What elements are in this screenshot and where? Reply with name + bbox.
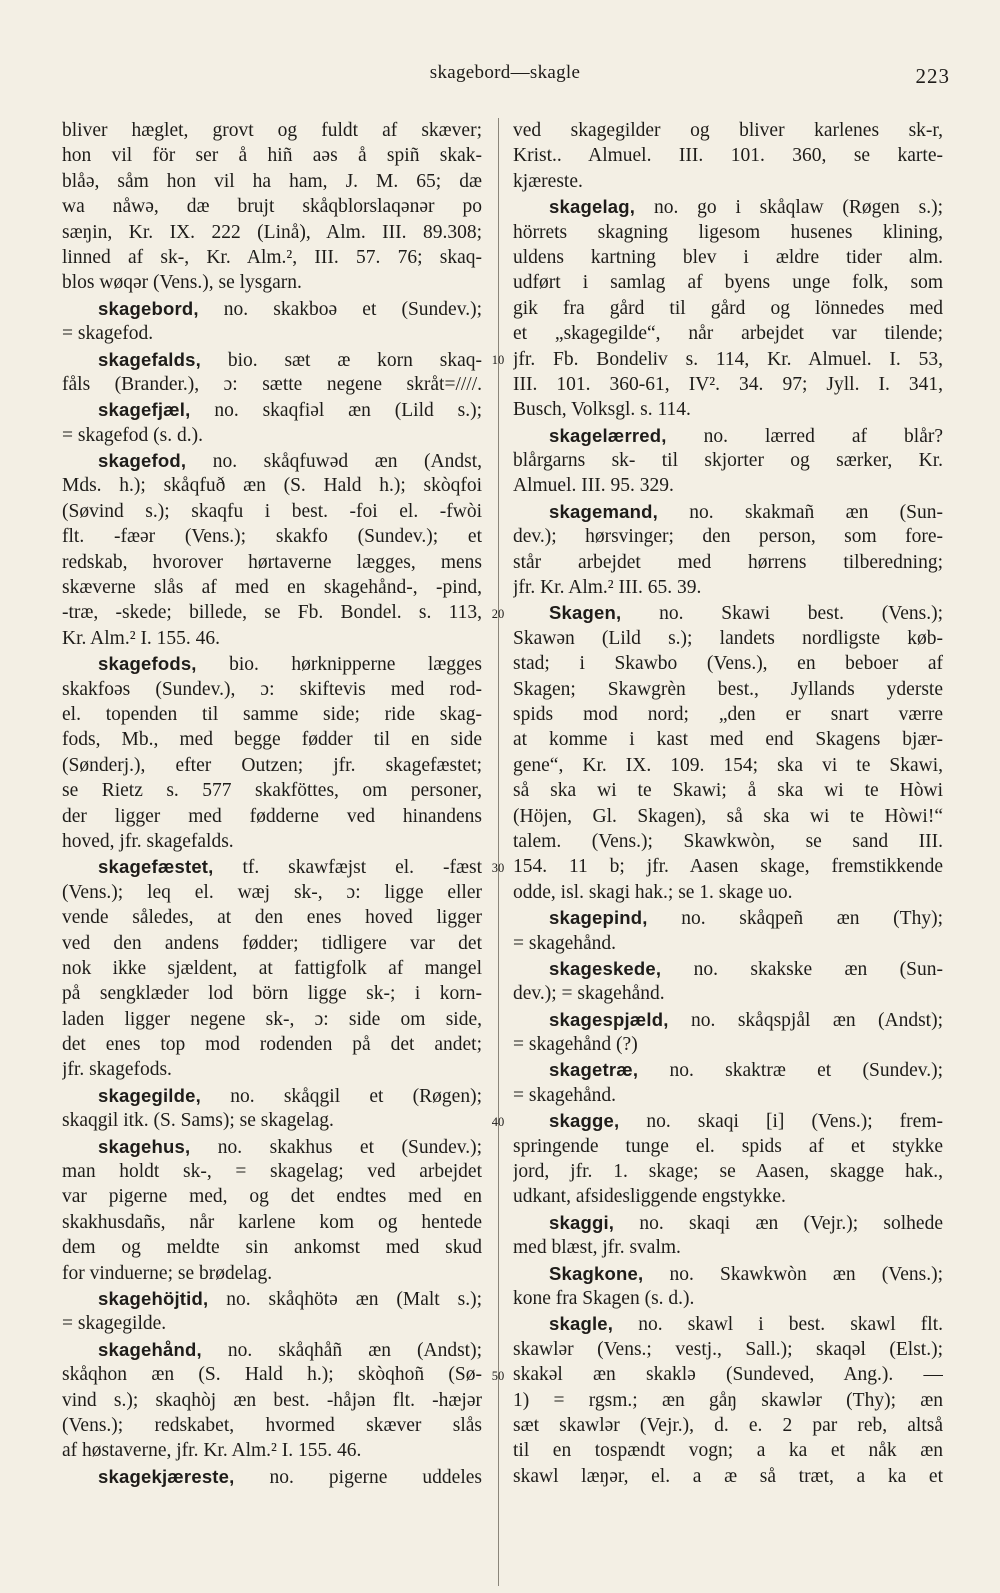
headword: skagespjæld, [549, 1008, 669, 1030]
text-line [62, 1464, 482, 1489]
text-line [513, 880, 943, 905]
text-line [513, 1388, 943, 1413]
right-column [513, 118, 943, 1489]
line-text: dev.); = skagehånd. [513, 983, 665, 1005]
text-line [513, 1337, 943, 1362]
text-line [62, 981, 482, 1006]
text-line [513, 448, 943, 473]
text-line [513, 1184, 943, 1209]
text-line [62, 651, 482, 676]
text-line [513, 1235, 943, 1260]
line-text: jfr. Kr. Alm.² III. 65. 39. [513, 577, 702, 599]
text-line [62, 753, 482, 778]
text-line [62, 575, 482, 600]
text-line [62, 727, 482, 752]
text-line [513, 347, 943, 372]
line-text: no. skawl i best. skawl flt. [613, 1314, 943, 1336]
line-text: står arbejdet med hørrens tilberedning; [513, 551, 943, 573]
line-text: (Vens.); redskabet, hvormed skæver slås [62, 1414, 482, 1436]
headword: Skagen, [549, 602, 622, 624]
text-line [513, 550, 943, 575]
text-line [62, 1210, 482, 1235]
headword: skagelag, [549, 196, 636, 218]
text-line [513, 296, 943, 321]
line-text: no. Skawkwòn æn (Vens.); [643, 1263, 943, 1285]
line-text: el. topenden til samme side; ride skag- [62, 703, 482, 725]
line-text: no. lærred af blår? [666, 425, 943, 447]
line-text: hörrets skagning ligesom husenes klining, [513, 221, 943, 243]
line-text: sæŋin, Kr. IX. 222 (Linå), Alm. III. 89.308; [62, 221, 482, 243]
line-text: et „skagegilde“, når arbejdet var tilende; [513, 323, 943, 345]
line-text: bio. hørknipperne lægges [196, 654, 482, 676]
line-text: III. 101. 360-61, IV². 34. 97; Jyll. I. 341, [513, 373, 943, 395]
line-text: no. skaqi [i] (Vens.); frem- [619, 1111, 943, 1133]
text-line [62, 880, 482, 905]
text-line [62, 702, 482, 727]
headword: skagefjæl, [98, 399, 191, 421]
text-line [62, 423, 482, 448]
text-line [513, 473, 943, 498]
text-line [513, 1108, 943, 1133]
headword: skagefæstet, [98, 856, 214, 878]
line-text: skaqgil itk. (S. Sams); se skagelag. [62, 1110, 334, 1132]
line-text: springende tunge el. spids af et stykke [513, 1135, 943, 1157]
line-text: se Rietz s. 577 skakföttes, om personer, [62, 780, 482, 802]
text-line [62, 270, 482, 295]
text-line [62, 1286, 482, 1311]
text-line [62, 1261, 482, 1286]
text-line [513, 956, 943, 981]
line-text: dem og meldte sin ankomst med skud [62, 1237, 482, 1259]
headword: skagefod, [98, 450, 187, 472]
line-text: linned af sk-, Kr. Alm.², III. 57. 76; skaq- [62, 246, 482, 268]
text-line [62, 1134, 482, 1159]
text-line [62, 1108, 482, 1133]
line-text: skakhusdañs, når karlene kom og hentede [62, 1211, 482, 1233]
line-text: = skagehånd (?) [513, 1034, 638, 1056]
text-line [513, 270, 943, 295]
line-text: spids mod nord; „den er snart værre [513, 703, 943, 725]
text-line [62, 347, 482, 372]
line-text: med blæst, jfr. svalm. [513, 1237, 681, 1259]
text-line [513, 727, 943, 752]
column-divider [498, 118, 499, 1586]
line-text: stad; i Skawbo (Vens.), en beboer af [513, 653, 943, 675]
line-text: gik fra gård til gård og lönnedes med [513, 297, 943, 319]
line-text: (Höjen, Gl. Skagen), så ska wi te Hòwi!“ [513, 805, 943, 827]
line-text: Busch, Volksgl. s. 114. [513, 399, 691, 421]
text-line [513, 600, 943, 625]
line-text: laden ligger negene sk-, ɔ: side om side, [62, 1008, 482, 1030]
line-text: wa nåwə, dæ brujt skåqblorslaqənər po [62, 196, 482, 218]
text-line [513, 423, 943, 448]
line-text: sæt skawlər (Vejr.), d. e. 2 par reb, altså [513, 1414, 943, 1436]
line-number: 20 [491, 606, 505, 621]
line-text: = skagehånd. [513, 1084, 617, 1106]
line-text: no. skaktræ et (Sundev.); [638, 1060, 943, 1082]
text-line [62, 1438, 482, 1463]
line-text: skakəl æn skaklə (Sundeved, Ang.). — [513, 1364, 943, 1386]
text-line [513, 397, 943, 422]
text-line [62, 473, 482, 498]
text-line [62, 245, 482, 270]
line-text: jfr. skagefods. [62, 1059, 172, 1081]
line-text: skawl læŋər, el. a æ så træt, a ka et [513, 1465, 943, 1487]
line-text: = skagefod (s. d.). [62, 424, 203, 446]
text-line [513, 677, 943, 702]
text-line [513, 778, 943, 803]
text-line [513, 575, 943, 600]
headword: skagepind, [549, 907, 648, 929]
line-text: Krist.. Almuel. III. 101. 360, se karte- [513, 145, 943, 167]
line-text: der ligger med fødderne ved hinandens [62, 805, 482, 827]
text-line [513, 1057, 943, 1082]
text-line [513, 1159, 943, 1184]
line-text: flt. -fæər (Vens.); skakfo (Sundev.); et [62, 526, 482, 548]
line-text: kone fra Skagen (s. d.). [513, 1287, 695, 1309]
line-text: no. skaqfiəl æn (Lild s.); [190, 400, 482, 422]
line-text: 154. 11 b; jfr. Aasen skage, fremstikkende [513, 856, 943, 878]
line-text: odde, isl. skagi hak.; se 1. skage uo. [513, 881, 793, 903]
text-line [62, 1184, 482, 1209]
line-text: man holdt sk-, = skagelag; ved arbejdet [62, 1161, 482, 1183]
text-line [513, 931, 943, 956]
text-line [513, 321, 943, 346]
line-text: no. skåqgil et (Røgen); [200, 1085, 482, 1107]
text-line [513, 829, 943, 854]
line-text: udført i samlag af byens unge folk, som [513, 272, 943, 294]
text-line [513, 372, 943, 397]
text-line [513, 1134, 943, 1159]
text-line [513, 118, 943, 143]
line-text: bliver hæglet, grovt og fuldt af skæver; [62, 120, 482, 141]
text-line [513, 702, 943, 727]
headword: skageskede, [549, 957, 662, 979]
line-text: no. Skawi best. (Vens.); [621, 603, 943, 625]
text-line [62, 1413, 482, 1438]
text-line [62, 626, 482, 651]
line-text: no. go i skåqlaw (Røgen s.); [635, 197, 943, 219]
text-line [62, 854, 482, 879]
line-text: tf. skawfæjst el. -fæst [213, 857, 482, 879]
text-line [513, 651, 943, 676]
text-line [62, 1337, 482, 1362]
line-text: hon vil för ser å hiñ aəs å spiñ skak- [62, 145, 482, 167]
text-line [513, 626, 943, 651]
line-text: = skagehånd. [513, 932, 617, 954]
line-text: no. skakboə et (Sundev.); [198, 298, 482, 320]
line-text: skæverne slås af med en skagehånd-, -pind, [62, 577, 482, 599]
text-line [62, 550, 482, 575]
headword: skagemand, [549, 500, 658, 522]
running-head: skagebord—skagle [429, 62, 581, 83]
text-line [62, 194, 482, 219]
text-line [62, 956, 482, 981]
headword: skagebord, [98, 297, 199, 319]
line-number: 50 [491, 1368, 505, 1383]
text-line [62, 1311, 482, 1336]
text-line [513, 1413, 943, 1438]
line-text: vind s.); skaqhòj æn best. -håjən flt. -hæjər [62, 1389, 482, 1411]
line-text: var pigerne med, og det endtes med en [62, 1186, 482, 1208]
line-text: no. skakhus et (Sundev.); [190, 1136, 482, 1158]
text-line [62, 321, 482, 346]
line-number: 30 [491, 860, 505, 875]
text-line [513, 143, 943, 168]
text-line [513, 905, 943, 930]
text-line [62, 524, 482, 549]
headword: skagle, [549, 1313, 614, 1335]
text-line [62, 1007, 482, 1032]
text-line [513, 1261, 943, 1286]
line-text: no. skaqi æn (Vejr.); solhede [614, 1212, 943, 1234]
line-text: talem. (Vens.); Skawkwòn, se sand III. [513, 830, 943, 852]
text-line [513, 1438, 943, 1463]
text-line [513, 1311, 943, 1336]
line-text: vende således, at den enes hoved ligger [62, 907, 482, 929]
line-text: blåə, såm hon vil ha ham, J. M. 65; dæ [62, 170, 482, 192]
text-line [513, 194, 943, 219]
headword: skaggi, [549, 1211, 615, 1233]
text-line [62, 220, 482, 245]
text-line [62, 169, 482, 194]
text-line [62, 1235, 482, 1260]
line-text: Skagen; Skawgrèn best., Jyllands yderste [513, 678, 943, 700]
headword: skagehånd, [98, 1338, 202, 1360]
line-text: Almuel. III. 95. 329. [513, 475, 674, 497]
text-line [513, 524, 943, 549]
text-line [62, 931, 482, 956]
text-line [513, 169, 943, 194]
text-line [513, 804, 943, 829]
headword: skagefalds, [98, 348, 201, 370]
line-text: = skagefod. [62, 323, 154, 345]
text-line [62, 778, 482, 803]
text-line [62, 143, 482, 168]
line-text: jord, jfr. 1. skage; se Aasen, skagge hak., [513, 1161, 943, 1183]
text-line [62, 372, 482, 397]
line-text: no. skåqhåñ æn (Andst); [201, 1339, 482, 1361]
line-text: for vinduerne; se brødelag. [62, 1262, 273, 1284]
text-line [62, 1159, 482, 1184]
line-text: ved den andens fødder; tidligere var det [62, 932, 482, 954]
text-line [513, 1464, 943, 1489]
line-text: det enes top mod rodenden på det andet; [62, 1034, 482, 1056]
line-text: kjæreste. [513, 170, 583, 192]
line-text: blos wøqər (Vens.), se lysgarn. [62, 272, 302, 294]
headword: skagehöjtid, [98, 1287, 209, 1309]
text-line [62, 677, 482, 702]
line-text: skawlər (Vens.; vestj., Sall.); skaqəl (Elst.); [513, 1338, 943, 1360]
line-text: til en tospændt vogn; a ka et nåk æn [513, 1440, 943, 1462]
text-line [513, 1210, 943, 1235]
text-line [62, 1388, 482, 1413]
text-line [513, 499, 943, 524]
line-text: 1) = rgsm.; æn gåŋ skawlər (Thy); æn [513, 1389, 943, 1411]
line-text: no. skåqspjål æn (Andst); [668, 1009, 943, 1031]
line-text: Skawən (Lild s.); landets nordligste køb- [513, 627, 943, 649]
line-text: Mds. h.); skåqfuð æn (S. Hald h.); skòqfoi [62, 475, 482, 497]
line-text: af høstaverne, jfr. Kr. Alm.² I. 155. 46. [62, 1440, 362, 1462]
line-text: blårgarns sk- til skjorter og særker, Kr. [513, 450, 943, 472]
text-line [513, 1083, 943, 1108]
line-text: skåqhon æn (S. Hald h.); skòqhoñ (Sø- [62, 1364, 482, 1386]
text-line [62, 1057, 482, 1082]
headword: skagekjæreste, [98, 1465, 235, 1487]
text-line [62, 1083, 482, 1108]
line-text: (Sønderj.), efter Outzen; jfr. skagefæstet; [62, 754, 482, 776]
text-line [513, 981, 943, 1006]
line-text: nok ikke sjældent, at fattigfolk af mangel [62, 957, 482, 979]
text-line [513, 1007, 943, 1032]
text-line [62, 296, 482, 321]
text-line [513, 1362, 943, 1387]
line-text: udkant, afsidesliggende engstykke. [513, 1186, 786, 1208]
line-text: no. skåqhötə æn (Malt s.); [208, 1288, 482, 1310]
headword: skagefods, [98, 653, 197, 675]
line-text: så ska wi te Skawi; å ska wi te Hòwi [513, 780, 943, 802]
line-text: uldens kartning blev i ældre tider alm. [513, 246, 943, 268]
line-text: Kr. Alm.² I. 155. 46. [62, 627, 221, 649]
headword: skagetræ, [549, 1059, 639, 1081]
text-line [513, 1032, 943, 1057]
text-line [62, 804, 482, 829]
headword: skagelærred, [549, 424, 667, 446]
text-line [513, 220, 943, 245]
line-text: bio. sæt æ korn skaq- [200, 349, 482, 371]
text-line [62, 600, 482, 625]
text-line [62, 499, 482, 524]
line-number: 40 [491, 1114, 505, 1129]
line-text: no. skakske æn (Sun- [661, 958, 943, 980]
line-text: (Vens.); leq el. wæj sk-, ɔ: ligge eller [62, 881, 482, 903]
line-text: hoved, jfr. skagefalds. [62, 830, 234, 852]
text-line [62, 1032, 482, 1057]
text-line [513, 854, 943, 879]
line-text: redskab, hvorover hørtaverne lægges, mens [62, 551, 482, 573]
line-text: skakfoəs (Sundev.), ɔ: skiftevis med rod- [62, 678, 482, 700]
headword: Skagkone, [549, 1262, 644, 1284]
page-header [60, 62, 950, 92]
line-text: no. skakmañ æn (Sun- [657, 501, 943, 523]
line-text: no. skåqpeñ æn (Thy); [647, 908, 943, 930]
text-line [62, 905, 482, 930]
line-text: (Søvind s.); skaqfu i best. -foi el. -fwòi [62, 500, 482, 522]
left-column [62, 118, 482, 1489]
text-line [62, 829, 482, 854]
page-number: 223 [915, 64, 950, 88]
text-line [513, 753, 943, 778]
text-line [62, 1362, 482, 1387]
line-text: gene“, Kr. IX. 109. 154; ska vi te Skawi, [513, 754, 943, 776]
headword: skagehus, [98, 1135, 191, 1157]
line-text: = skagegilde. [62, 1313, 167, 1335]
headword: skagegilde, [98, 1084, 201, 1106]
line-number: 10 [491, 352, 505, 367]
line-text: at komme i kast med end Skagens bjær- [513, 729, 943, 751]
line-text: dev.); hørsvinger; den person, som fore- [513, 526, 943, 548]
text-line [62, 118, 482, 143]
text-line [513, 245, 943, 270]
text-line [513, 1286, 943, 1311]
line-text: -træ, -skede; billede, se Fb. Bondel. s. 113, [62, 602, 482, 624]
headword: skagge, [549, 1110, 620, 1132]
line-text: no. skåqfuwəd æn (Andst, [186, 451, 482, 473]
line-text: ved skagegilder og bliver karlenes sk-r, [513, 120, 943, 141]
line-text: på sengklæder lod börn ligge sk-; i korn- [62, 983, 482, 1005]
line-text: fods, Mb., med begge fødder til en side [62, 729, 482, 751]
text-line [62, 397, 482, 422]
line-text: jfr. Fb. Bondeliv s. 114, Kr. Almuel. I. 53, [513, 348, 943, 370]
text-line [62, 448, 482, 473]
line-text: no. pigerne uddeles [234, 1466, 482, 1488]
line-text: fåls (Brander.), ɔ: sætte negene skråt=////. [62, 373, 482, 395]
